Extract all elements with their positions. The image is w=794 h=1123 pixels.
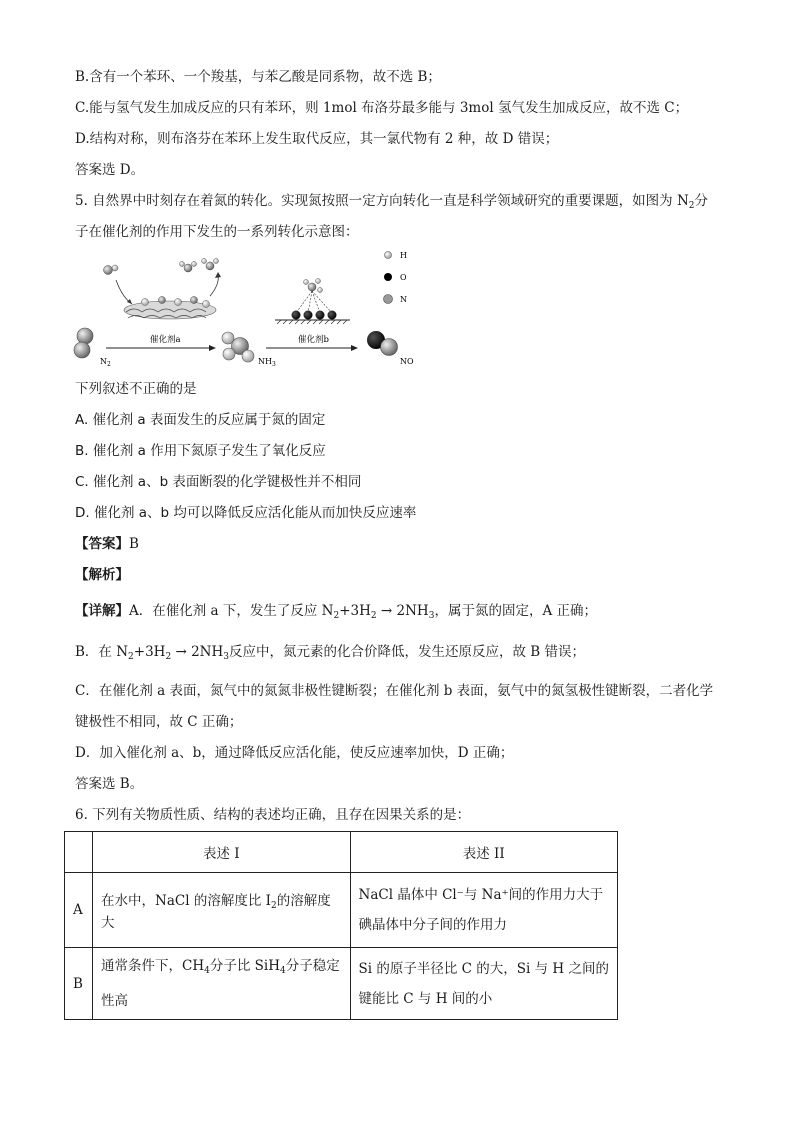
- no-label: NO: [400, 357, 414, 366]
- legend-n-label: N: [400, 295, 407, 304]
- catalyst-b-label: 催化剂b: [298, 335, 329, 345]
- released-molecules: [180, 259, 219, 273]
- q5-detail-d: D．加入催化剂 a、b，通过降低反应活化能，使反应速率加快，D 正确；: [75, 745, 514, 761]
- q5-detail-a: 【详解】A．在催化剂 a 下，发生了反应 $N_2+3H_2 \to 2NH_3$，属于氮的固定，A 正确；: [75, 603, 597, 621]
- row-b-statement-1: 通常条件下，$CH_4$分子比 SiH$_4$分子稳定 性高: [93, 948, 350, 1020]
- row-a-statement-1: 在水中，NaCl 的溶解度比 $I_2$的溶解度大: [93, 873, 350, 948]
- nitrogen-conversion-figure: [70, 252, 430, 376]
- atom-legend-key: [380, 246, 420, 321]
- q5-stem-line1: 5. 自然界中时刻存在着氮的转化。实现氮按照一定方向转化一直是科学领域研究的重要课题，如图为 $N_2$分: [75, 193, 709, 211]
- catalyst-a-surface: [124, 272, 221, 319]
- q5-stem-line2: 子在催化剂的作用下发生的一系列转化示意图：: [75, 224, 359, 240]
- table-header-statement-1: 表述 I: [93, 832, 350, 873]
- n2-label: $N_2$: [100, 357, 111, 368]
- q5-detail-b: B．在 $N_2+3H_2 \to 2NH_3$反应中，氮元素的化合价降低，发生还原反应，故 B 错误；: [75, 644, 586, 662]
- incoming-molecules: [104, 265, 133, 304]
- prev-option-c: C.能与氢气发生加成反应的只有苯环，则 1mol 布洛芬最多能与 3mol 氢气发生加成反应，故不选 C；: [75, 100, 689, 116]
- q5-option-c: C. 催化剂 a、b 表面断裂的化学键极性并不相同: [75, 474, 362, 490]
- prev-answer: 答案选 D。: [75, 162, 145, 178]
- n2-molecule: [74, 328, 93, 358]
- table-row: [65, 873, 618, 948]
- q5-option-b: B. 催化剂 a 作用下氮原子发生了氧化反应: [75, 443, 326, 459]
- q5-analysis-tag: 【解析】: [75, 567, 129, 583]
- prev-option-d: D.结构对称，则布洛芬在苯环上发生取代反应，其一氯代物有 2 种，故 D 错误；: [75, 131, 559, 147]
- table-row: [65, 948, 618, 1020]
- legend-h-label: H: [400, 251, 407, 260]
- q5-option-d: D. 催化剂 a、b 均可以降低反应活化能从而加快反应速率: [75, 505, 417, 521]
- q5-detail-c-line1: C．在催化剂 a 表面，氮气中的氮氮非极性键断裂；在催化剂 b 表面，氨气中的氮氢极性键断裂，二者化学: [75, 683, 714, 699]
- no-molecule: [367, 331, 398, 356]
- legend-o-icon: [384, 273, 392, 281]
- nh3-label: $NH_3$: [258, 357, 276, 368]
- legend-h-icon: [385, 252, 392, 259]
- catalyst-a-label: 催化剂a: [150, 335, 181, 345]
- catalyst-b-surface: [275, 279, 350, 325]
- table-header-row: [65, 832, 618, 873]
- legend-n-icon: [384, 295, 393, 304]
- q5-detail-c-line2: 键极性不相同，故 C 正确；: [75, 714, 243, 730]
- nh3-molecule: [222, 332, 254, 362]
- row-label-b: B: [65, 948, 93, 1020]
- q6-table: [64, 831, 618, 1020]
- row-label-a: A: [65, 873, 93, 948]
- q5-answer-line: 答案选 B。: [75, 776, 144, 792]
- q6-stem: 6. 下列有关物质性质、结构的表述均正确，且存在因果关系的是：: [75, 807, 471, 823]
- legend-o-label: O: [400, 273, 407, 282]
- row-b-statement-2: Si 的原子半径比 C 的大，Si 与 H 之间的 键能比 C 与 H 间的小: [350, 948, 617, 1020]
- q5-option-a: A. 催化剂 a 表面发生的反应属于氮的固定: [75, 412, 326, 428]
- table-header-statement-2: 表述 II: [350, 832, 617, 873]
- prev-option-b: B.含有一个苯环、一个羧基，与苯乙酸是同系物，故不选 B；: [75, 69, 441, 85]
- table-header-blank: [65, 832, 93, 873]
- row-a-statement-2: NaCl 晶体中 Cl⁻与 Na⁺间的作用力大于 碘晶体中分子间的作用力: [350, 873, 617, 948]
- q5-answer: 【答案】B: [75, 536, 139, 552]
- q5-prompt: 下列叙述不正确的是: [75, 381, 197, 397]
